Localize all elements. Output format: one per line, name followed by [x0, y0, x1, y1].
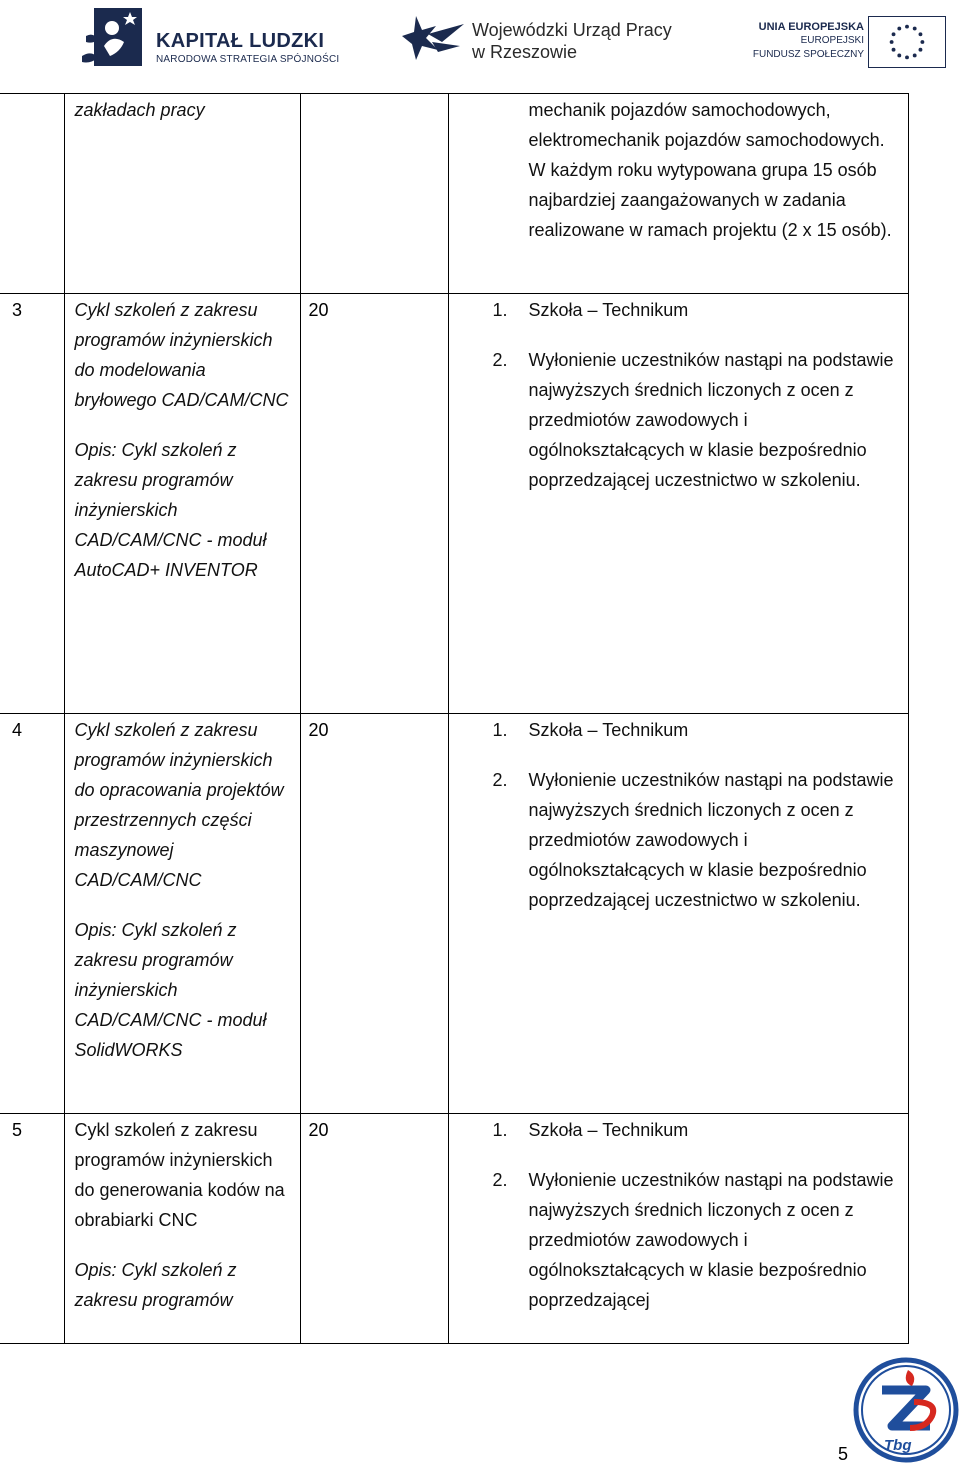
rules-continuation: mechanik pojazdów samochodowych, elektromechanik pojazdów samochodowych. W każdym roku wytypowana grupa 15 osób najbardziej zaangażowanych w zadania realizowane w ramach projektu (2 x 15 osób).: [528, 100, 892, 240]
table-row: [0, 1114, 908, 1344]
table-row: [0, 294, 908, 714]
rule-text: Wyłonienie uczestników nastąpi na podstawie najwyższych średnich liczonych z ocen z przedmiotów zawodowych i ogólnokształcących w klasie bezpośrednio poprzedzającej uczestnictwo w szkoleniu.: [528, 350, 894, 490]
participant-count: [300, 94, 448, 294]
training-name-cell: [64, 1114, 300, 1344]
eu-logo-text: [753, 20, 864, 62]
training-name: Cykl szkoleń z zakresu programów inżynierskich do generowania kodów na obrabiarki CNC: [74, 1120, 285, 1230]
wup-star-icon: [402, 12, 468, 64]
rule-item: [492, 345, 900, 495]
training-description: Opis: Cykl szkoleń z zakresu programów inżynierskich CAD/CAM/CNC - moduł AutoCAD+ INVENTOR: [74, 440, 267, 580]
rule-number: 1.: [492, 1120, 508, 1140]
eu-flag-icon: [868, 16, 946, 68]
training-table: [0, 93, 909, 1344]
participant-count: 20: [300, 714, 448, 1114]
recruitment-rules-cell: [448, 714, 908, 1114]
eu-line3: FUNDUSZ SPOŁECZNY: [752, 49, 864, 60]
eu-logo: [752, 16, 948, 68]
kapital-ludzki-emblem-icon: [80, 6, 152, 68]
rule-text: Szkoła – Technikum: [528, 300, 689, 320]
recruitment-rules-cell: [448, 1114, 908, 1344]
rule-number: 2.: [492, 770, 508, 790]
school-zs-logo-icon: [852, 1356, 960, 1464]
rule-number: 2.: [492, 1170, 508, 1190]
recruitment-rules-cell: [448, 94, 908, 294]
page-number: 5: [838, 1444, 849, 1464]
recruitment-rules-cell: [448, 294, 908, 714]
rule-text: Szkoła – Technikum: [528, 1120, 689, 1140]
rule-text: Wyłonienie uczestników nastąpi na podstawie najwyższych średnich liczonych z ocen z przedmiotów zawodowych i ogólnokształcących w klasie bezpośrednio poprzedzającej: [528, 1170, 894, 1310]
rule-item: [492, 715, 900, 745]
training-name-cell: [64, 294, 300, 714]
school-logo-text: Tbg: [884, 1437, 912, 1454]
rule-item: [492, 765, 900, 915]
row-number: 5: [0, 1114, 64, 1344]
wup-name-line2: w Rzeszowie: [472, 42, 578, 62]
table-row: [0, 714, 908, 1114]
participant-count: 20: [300, 1114, 448, 1344]
row-number: 4: [0, 714, 64, 1114]
eu-line2: EUROPEJSKI: [800, 35, 864, 46]
rule-text: Szkoła – Technikum: [528, 720, 689, 740]
training-description: Opis: Cykl szkoleń z zakresu programów: [74, 1260, 237, 1310]
row-number: 3: [0, 294, 64, 714]
rule-number: 2.: [492, 350, 508, 370]
rule-item: [492, 1115, 900, 1145]
training-name: Cykl szkoleń z zakresu programów inżynierskich do opracowania projektów przestrzennych części maszynowej CAD/CAM/CNC: [74, 720, 284, 890]
training-name-cell: [64, 714, 300, 1114]
kapital-ludzki-title: KAPITAŁ LUDZKI: [156, 30, 325, 52]
row-number: [0, 94, 64, 294]
rule-item: [492, 295, 900, 325]
kapital-ludzki-subtitle: NARODOWA STRATEGIA SPÓJNOŚCI: [156, 54, 340, 65]
page-header: [0, 0, 960, 80]
participant-count: 20: [300, 294, 448, 714]
kapital-ludzki-logo: [68, 4, 348, 70]
training-description: Opis: Cykl szkoleń z zakresu programów inżynierskich CAD/CAM/CNC - moduł SolidWORKS: [74, 920, 267, 1060]
rule-text: Wyłonienie uczestników nastąpi na podstawie najwyższych średnich liczonych z ocen z przedmiotów zawodowych i ogólnokształcących w klasie bezpośrednio poprzedzającej uczestnictwo w szkoleniu.: [528, 770, 894, 910]
training-name-cell: [64, 94, 300, 294]
wup-name-line1: Wojewódzki Urząd Pracy: [472, 20, 672, 40]
training-name: Cykl szkoleń z zakresu programów inżynierskich do modelowania bryłowego CAD/CAM/CNC: [74, 300, 289, 410]
wup-rzeszow-logo: [402, 10, 702, 66]
training-name: zakładach pracy: [74, 100, 205, 120]
table-row: [0, 94, 908, 294]
eu-line1: UNIA EUROPEJSKA: [758, 21, 864, 33]
rule-number: 1.: [492, 300, 508, 320]
rule-item: [492, 1165, 900, 1315]
rule-number: 1.: [492, 720, 508, 740]
